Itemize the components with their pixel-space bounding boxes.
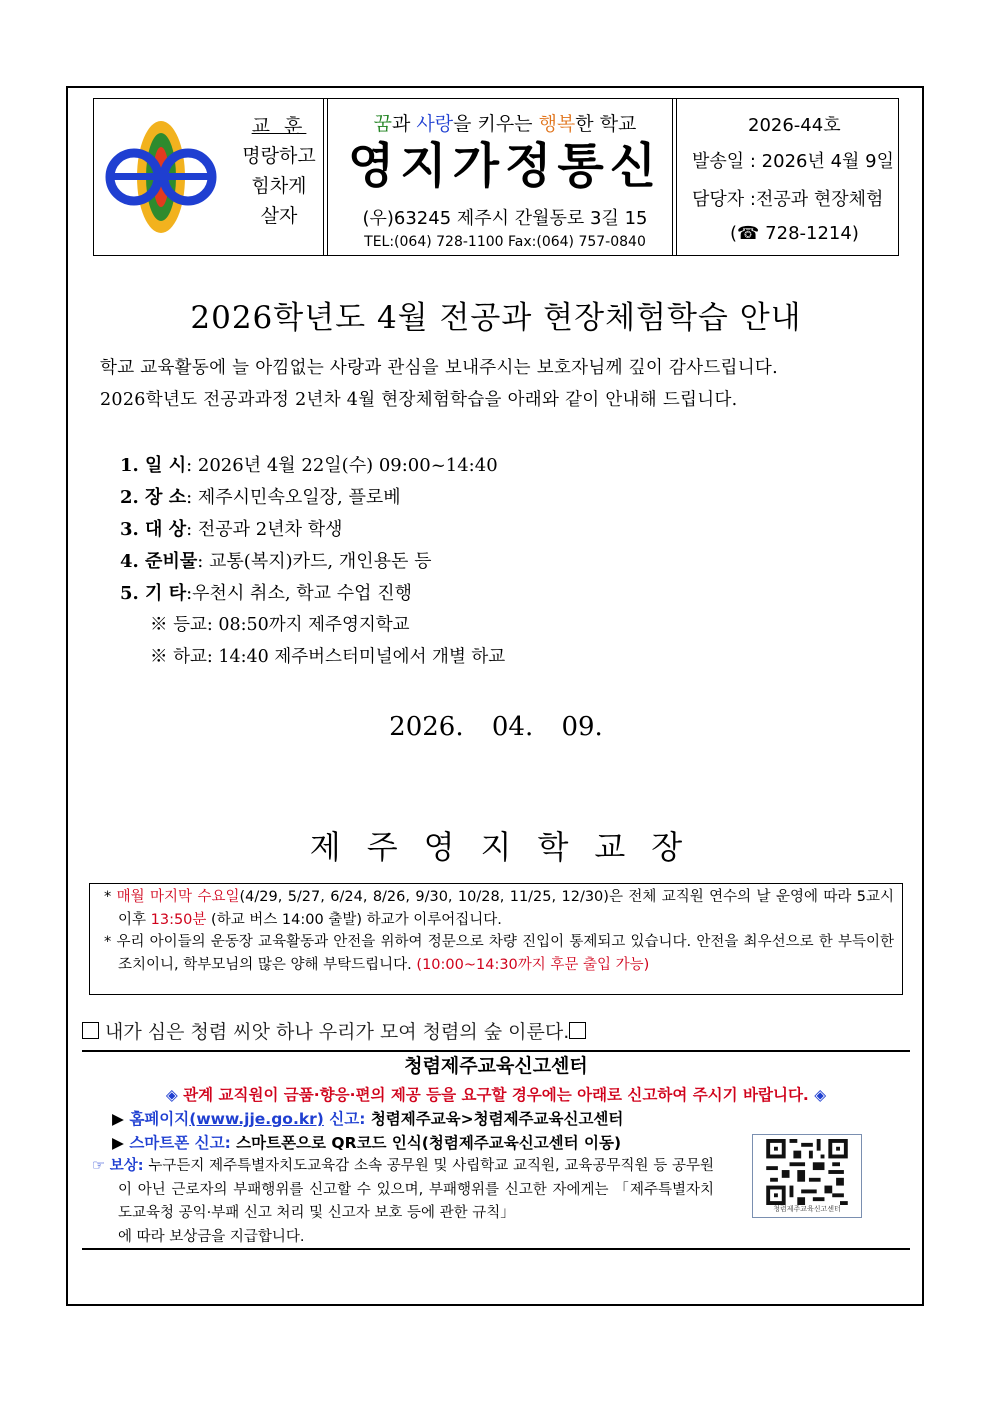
homepage-after: 신고: (323, 1110, 371, 1128)
reward-last-line: 에 따라 보상금을 지급합니다. (118, 1229, 305, 1245)
notice-highlight: 13:50분 (150, 911, 207, 928)
school-motto (234, 111, 324, 231)
info-item-place (120, 483, 401, 509)
reward-key: 보상: (109, 1158, 144, 1174)
notice-highlight: (10:00~14:30까지 후문 출입 가능) (416, 956, 650, 973)
note-departure: ※ 하교: 14:40 제주버스터미널에서 개별 하교 (150, 647, 506, 667)
slogan-text: 한 학교 (575, 113, 637, 135)
homepage-path: 청렴제주교육>청렴제주교육신고센터 (370, 1110, 624, 1128)
item-key: 4. 준비물 (120, 551, 198, 572)
notice-text: (4/29, 5/27, 6/24, 8/26, 9/30, 10/28, 11/25, 12/30)은 전체 교직원 연수의 날 운영에 따라 5교시 이후 (118, 889, 894, 928)
reward-text: 누구든지 제주특별자치도교육감 소속 공무원 및 사립학교 교직원, 교육공무직원 등 공무원이 아닌 근로자의 부패행위를 신고할 수 있으며, 부패행위를 신고한 자에게는 「제주특별자치도교육청 공익·부패 신고 처리 및 신고자 보호 등에 관한 규칙」 (118, 1158, 714, 1221)
slogan-love: 사랑 (416, 113, 454, 135)
divider (82, 1248, 910, 1250)
info-item-date (120, 451, 498, 477)
contact-person: 담당자 :전공과 현장체험 (692, 189, 884, 210)
intro-line: 학교 교육활동에 늘 아낌없는 사랑과 관심을 보내주시는 보호자님께 깊이 감사드립니다. (100, 358, 779, 378)
notice-item (98, 931, 894, 976)
motto-line: 힘차게 (251, 175, 307, 197)
report-smartphone (112, 1131, 621, 1153)
smartphone-text: 스마트폰으로 QR코드 인식(청렴제주교육신고센터 이동) (230, 1134, 622, 1152)
notice-item (98, 886, 894, 931)
info-item-other (120, 579, 412, 605)
issue-date: 발송일 : 2026년 4월 9일 (692, 151, 894, 172)
issue-number: 2026-44호 (748, 115, 841, 136)
bullet-arrow-icon: ▶ (112, 1134, 130, 1152)
checkbox-icon (82, 1022, 99, 1039)
slogan-happy: 행복 (538, 113, 576, 135)
newsletter-title: 영지가정통신 (347, 138, 663, 194)
item-key: 5. 기 타 (120, 583, 187, 604)
item-key: 3. 대 상 (120, 519, 187, 540)
notice-text: (하교 버스 14:00 출발) 하교가 이루어집니다. (206, 911, 502, 928)
diamond-icon: ◈ (165, 1086, 178, 1104)
header-center (340, 99, 670, 250)
principal-signature: 제주영지학교장 (309, 828, 709, 866)
item-value: : 전공과 2년차 학생 (186, 519, 343, 540)
info-item-supplies (120, 547, 432, 573)
integrity-slogan (82, 1017, 586, 1044)
slogan-text: 을 키우는 (453, 113, 539, 135)
school-tel: TEL:(064) 728-1100 Fax:(064) 757-0840 (364, 234, 646, 250)
slogan-text: 과 (391, 113, 417, 135)
notice-text: 우리 아이들의 운동장 교육활동과 안전을 위하여 정문으로 차량 진입이 통제되고 있습니다. 안전을 최우선으로 한 부득이한 조치이니, 학부모님의 많은 양해 부탁드립니다. (116, 934, 894, 973)
school-address: (우)63245 제주시 간월동로 3길 15 (362, 208, 648, 229)
item-value: :우천시 취소, 학교 수업 진행 (186, 583, 413, 604)
document-date: 2026. 04. 09. (389, 712, 603, 742)
notice-star: * (104, 934, 117, 950)
qr-code[interactable] (752, 1134, 862, 1218)
note-arrival: ※ 등교: 08:50까지 제주영지학교 (150, 615, 410, 635)
warning-text: 관계 교직원이 금품·향응·편의 제공 등을 요구할 경우에는 아래로 신고하여 주시기 바랍니다. (177, 1086, 815, 1104)
item-key: 1. 일 시 (120, 455, 187, 476)
smartphone-label: 스마트폰 신고: (129, 1134, 231, 1152)
reward-paragraph (92, 1155, 714, 1226)
school-slogan (340, 109, 670, 136)
checkbox-icon (569, 1022, 586, 1039)
reward-info (92, 1155, 714, 1245)
notice-star: * (104, 889, 117, 905)
item-value: : 2026년 4월 22일(수) 09:00~14:40 (186, 455, 498, 476)
info-item-target (120, 515, 343, 541)
item-value: : 제주시민속오일장, 플로베 (186, 487, 401, 508)
qr-caption: 청렴제주교육신고센터 (773, 1205, 841, 1213)
homepage-link[interactable]: (www.jje.go.kr) (189, 1110, 324, 1128)
motto-title: 교 훈 (251, 115, 307, 137)
pointing-hand-icon: ☞ (92, 1158, 110, 1174)
integrity-slogan-text: 내가 심은 청렴 씨앗 하나 우리가 모여 청렴의 숲 이룬다. (105, 1021, 570, 1043)
notice-box (89, 883, 903, 995)
homepage-label: 홈페이지 (129, 1110, 190, 1128)
header-divider (672, 98, 677, 256)
slogan-dream: 꿈 (373, 113, 392, 135)
item-value: : 교통(복지)카드, 개인용돈 등 (197, 551, 432, 572)
intro-line: 2026학년도 전공과과정 2년차 4월 현장체험학습을 아래와 같이 안내해 드립니다. (100, 390, 738, 410)
integrity-center-title: 청렴제주교육신고센터 (404, 1055, 588, 1077)
qr-code-icon (765, 1139, 849, 1205)
document-title: 2026학년도 4월 전공과 현장체험학습 안내 (190, 300, 802, 336)
school-logo-icon (102, 117, 220, 237)
notice-highlight: 매월 마지막 수요일 (116, 889, 240, 905)
motto-line: 살자 (260, 205, 298, 227)
motto-line: 명랑하고 (242, 145, 316, 167)
header-table (93, 98, 899, 256)
bullet-arrow-icon: ▶ (112, 1110, 130, 1128)
integrity-warning (0, 1083, 992, 1105)
contact-phone: (☎ 728-1214) (730, 223, 859, 244)
item-key: 2. 장 소 (120, 487, 187, 508)
diamond-icon: ◈ (814, 1086, 827, 1104)
report-homepage (112, 1107, 623, 1129)
